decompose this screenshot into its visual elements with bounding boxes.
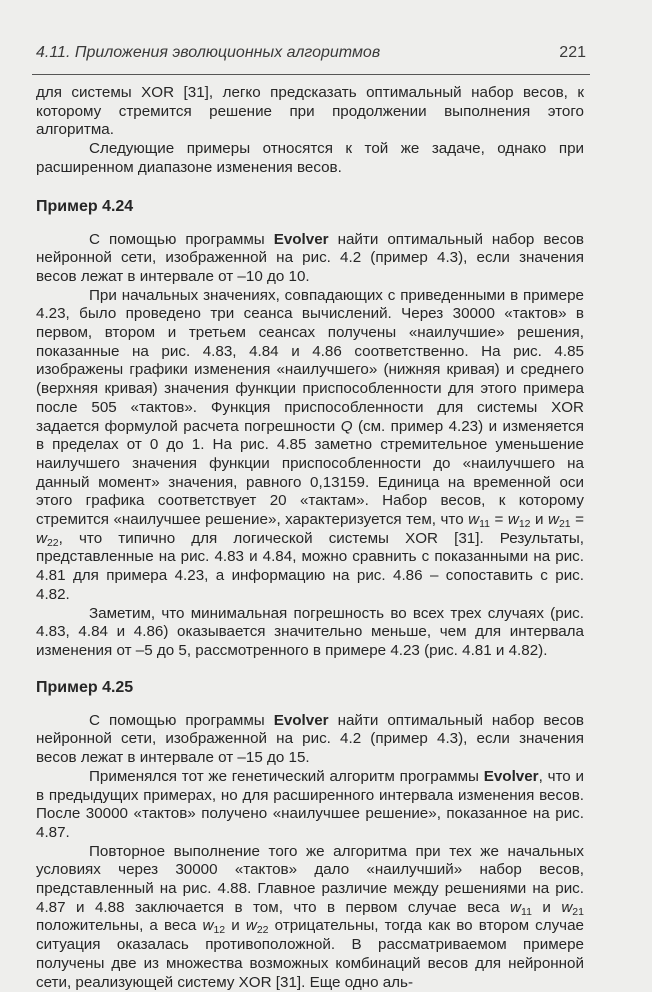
page-body — [36, 84, 584, 992]
header-rule — [32, 74, 590, 75]
paragraph-5: Заметим, что минимальная погрешность во всех трех случаях (рис. 4.83, 4.84 и 4.86) оказывается значительно меньше, чем для интервала изменения от –5 до 5, рассмотренного в примере 4.23 (рис. 4.81 и 4.82). — [36, 604, 584, 659]
paragraph-8: Повторное выполнение того же алгоритма при тех же начальных условиях через 30000 «тактов» дало «наилучший» набор весов, представленный на рис. 4.88. Главное различие между решениями на рис. 4.87 и 4.88 заключается в том, что в первом случае веса $w_{11}$ и $w_{21}$ положительны, а веса $w_{12}$ и $w_{22}$ отрицательны, тогда как во втором случае ситуация оказалась противоположной. В рассматриваемом примере получены две из множества возможных комбинаций весов для нейронной сети, реализующей систему XOR [31]. Еще одно аль- — [36, 842, 584, 991]
paragraph-1: для системы XOR [31], легко предсказать оптимальный набор весов, к которому стремится решение при продолжении выполнения этого алгоритма. — [36, 84, 584, 139]
paragraph-4: При начальных значениях, совпадающих с приведенными в примере 4.23, было проведено три сеанса вычислений. Через 30000 «тактов» в первом, втором и третьем сеансах получены «наилучшие» решения, показанные на рис. 4.83, 4.84 и 4.86 соответственно. На рис. 4.85 изображены графики изменения «наилучшего» (нижняя кривая) и среднего (верхняя кривая) значения функции приспособленности для этого примера после 505 «тактов». Функция приспособленности для системы XOR задается формулой расчета погрешности Q (см. пример 4.23) и изменяется в пределах от 0 до 1. На рис. 4.85 заметно стремительное уменьшение наилучшего значения функции приспособленности до «наилучшего на данный момент» значения, равного 0,13159. Единица на временной оси этого графика соответствует 20 «тактам». Набор весов, к которому стремится «наилучшее решение», характеризуется тем, что $w_{11} = w_{12}$ и $w_{21} = w_{22}$, что типично для логической системы XOR [31]. Результаты, представленные на рис. 4.83 и 4.84, можно сравнить с показанными на рис. 4.81 для примера 4.23, а информацию на рис. 4.86 – сопоставить с рис. 4.82. — [36, 286, 584, 603]
example-4-25-heading: Пример 4.25 — [36, 678, 134, 696]
chapter-title: 4.11. Приложения эволюционных алгоритмов — [36, 44, 381, 61]
page-number: 221 — [559, 44, 586, 61]
paragraph-7: Применялся тот же генетический алгоритм программы Evolver, что и в предыдущих примерах, но для расширенного интервала изменения весов. После 30000 «тактов» получено «наилучшее решение», показанное на рис. 4.87. — [36, 767, 584, 841]
paragraph-2: Следующие примеры относятся к той же задаче, однако при расширенном диапазоне изменения весов. — [36, 140, 584, 176]
paragraph-3: С помощью программы Evolver найти оптимальный набор весов нейронной сети, изображенной на рис. 4.2 (пример 4.3), если значения весов лежат в интервале от –10 до 10. — [36, 230, 584, 285]
paragraph-6: С помощью программы Evolver найти оптимальный набор весов нейронной сети, изображенной на рис. 4.2 (пример 4.3), если значения весов лежат в интервале от –15 до 15. — [36, 711, 584, 767]
example-4-24-heading: Пример 4.24 — [36, 197, 134, 215]
running-header — [36, 44, 586, 62]
